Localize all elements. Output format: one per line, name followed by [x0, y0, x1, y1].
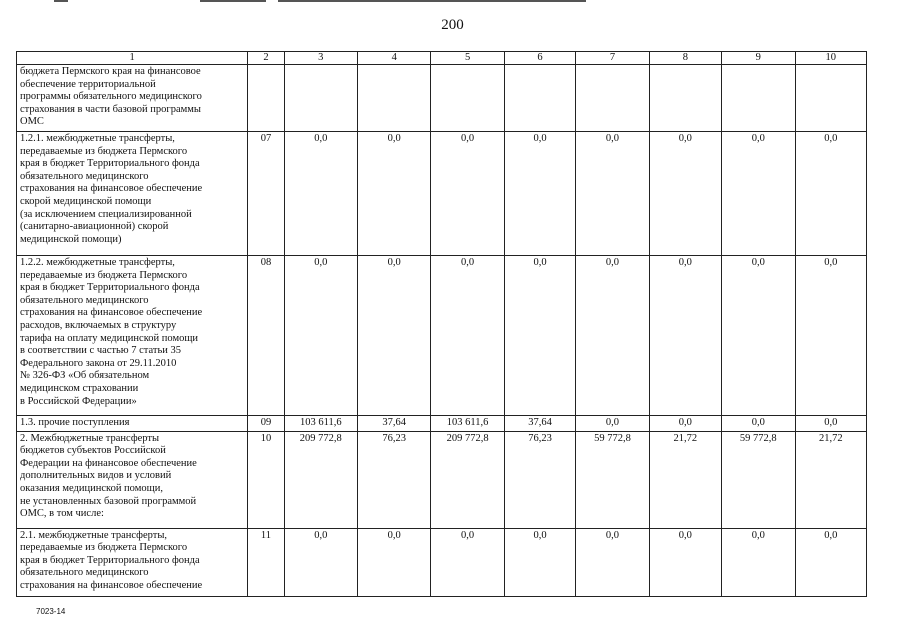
value-cell: 59 772,8: [576, 431, 649, 528]
table-row: [17, 256, 867, 416]
value-cell: 0,0: [357, 132, 430, 256]
value-cell: 0,0: [649, 256, 721, 416]
value-cell: 0,0: [722, 528, 795, 596]
column-header: 5: [431, 52, 504, 65]
value-cell: 0,0: [431, 256, 504, 416]
table-row: [17, 65, 867, 132]
value-cell: [504, 65, 575, 132]
value-cell: 209 772,8: [284, 431, 357, 528]
value-cell: 0,0: [722, 256, 795, 416]
column-header: 4: [357, 52, 430, 65]
row-description: бюджета Пермского края на финансовое обеспечение территориальной программы обязательного медицинского страхования в части базовой программы ОМС: [17, 65, 248, 132]
value-cell: 0,0: [504, 132, 575, 256]
value-cell: 0,0: [795, 132, 867, 256]
top-rule-right: [278, 0, 586, 2]
value-cell: 0,0: [576, 416, 649, 432]
column-header: 9: [722, 52, 795, 65]
top-rule-left: [54, 0, 68, 2]
row-description: 1.3. прочие поступления: [17, 416, 248, 432]
column-header: 3: [284, 52, 357, 65]
value-cell: [284, 65, 357, 132]
page-number: 200: [441, 17, 464, 33]
value-cell: 103 611,6: [284, 416, 357, 432]
value-cell: 21,72: [795, 431, 867, 528]
value-cell: [357, 65, 430, 132]
value-cell: 0,0: [649, 416, 721, 432]
value-cell: 0,0: [576, 528, 649, 596]
value-cell: 209 772,8: [431, 431, 504, 528]
row-code: 08: [248, 256, 284, 416]
table-row: [17, 132, 867, 256]
column-header: 1: [17, 52, 248, 65]
value-cell: 0,0: [431, 528, 504, 596]
column-header: 10: [795, 52, 867, 65]
column-header: 6: [504, 52, 575, 65]
value-cell: [431, 65, 504, 132]
row-description: 2. Межбюджетные трансферты бюджетов субъектов Российской Федерации на финансовое обеспечение дополнительных видов и условий оказания медицинской помощи, не установленных базовой программой ОМС, в том числе:: [17, 431, 248, 528]
document-code: 7023-14: [36, 607, 66, 616]
column-header: 2: [248, 52, 284, 65]
value-cell: 0,0: [576, 256, 649, 416]
value-cell: 0,0: [722, 416, 795, 432]
row-code: 11: [248, 528, 284, 596]
table-row: [17, 416, 867, 432]
value-cell: 0,0: [431, 132, 504, 256]
value-cell: [649, 65, 721, 132]
value-cell: 76,23: [504, 431, 575, 528]
row-code: 07: [248, 132, 284, 256]
column-header: 8: [649, 52, 721, 65]
row-description: 2.1. межбюджетные трансферты, передаваемые из бюджета Пермского края в бюджет Территориального фонда обязательного медицинского страхования на финансовое обеспечение: [17, 528, 248, 596]
table-row: [17, 528, 867, 596]
value-cell: 21,72: [649, 431, 721, 528]
value-cell: 76,23: [357, 431, 430, 528]
value-cell: 0,0: [284, 256, 357, 416]
value-cell: 0,0: [795, 528, 867, 596]
value-cell: 0,0: [722, 132, 795, 256]
value-cell: 0,0: [357, 528, 430, 596]
value-cell: 59 772,8: [722, 431, 795, 528]
value-cell: 0,0: [649, 132, 721, 256]
value-cell: 0,0: [504, 256, 575, 416]
value-cell: 0,0: [357, 256, 430, 416]
value-cell: 0,0: [284, 528, 357, 596]
value-cell: 0,0: [795, 256, 867, 416]
row-description: 1.2.2. межбюджетные трансферты, передаваемые из бюджета Пермского края в бюджет Территориального фонда обязательного медицинского страхования на финансовое обеспечение расходов, включаемых в структуру тарифа на оплату медицинской помощи в соответствии с частью 7 статьи 35 Федерального закона от 29.11.2010 № 326-ФЗ «Об обязательном медицинском страховании в Российской Федерации»: [17, 256, 248, 416]
column-header: 7: [576, 52, 649, 65]
top-rule-middle: [200, 0, 266, 2]
value-cell: 37,64: [504, 416, 575, 432]
report-table: [16, 51, 867, 597]
value-cell: [722, 65, 795, 132]
value-cell: 103 611,6: [431, 416, 504, 432]
value-cell: 0,0: [284, 132, 357, 256]
row-code: 09: [248, 416, 284, 432]
value-cell: 0,0: [504, 528, 575, 596]
table-row: [17, 431, 867, 528]
row-code: [248, 65, 284, 132]
row-code: 10: [248, 431, 284, 528]
value-cell: [795, 65, 867, 132]
value-cell: 37,64: [357, 416, 430, 432]
table-header-row: [17, 52, 867, 65]
value-cell: 0,0: [649, 528, 721, 596]
value-cell: 0,0: [576, 132, 649, 256]
value-cell: 0,0: [795, 416, 867, 432]
value-cell: [576, 65, 649, 132]
row-description: 1.2.1. межбюджетные трансферты, передаваемые из бюджета Пермского края в бюджет Территориального фонда обязательного медицинского страхования на финансовое обеспечение скорой медицинской помощи (за исключением специализированной (санитарно-авиационной) скорой медицинской помощи): [17, 132, 248, 256]
